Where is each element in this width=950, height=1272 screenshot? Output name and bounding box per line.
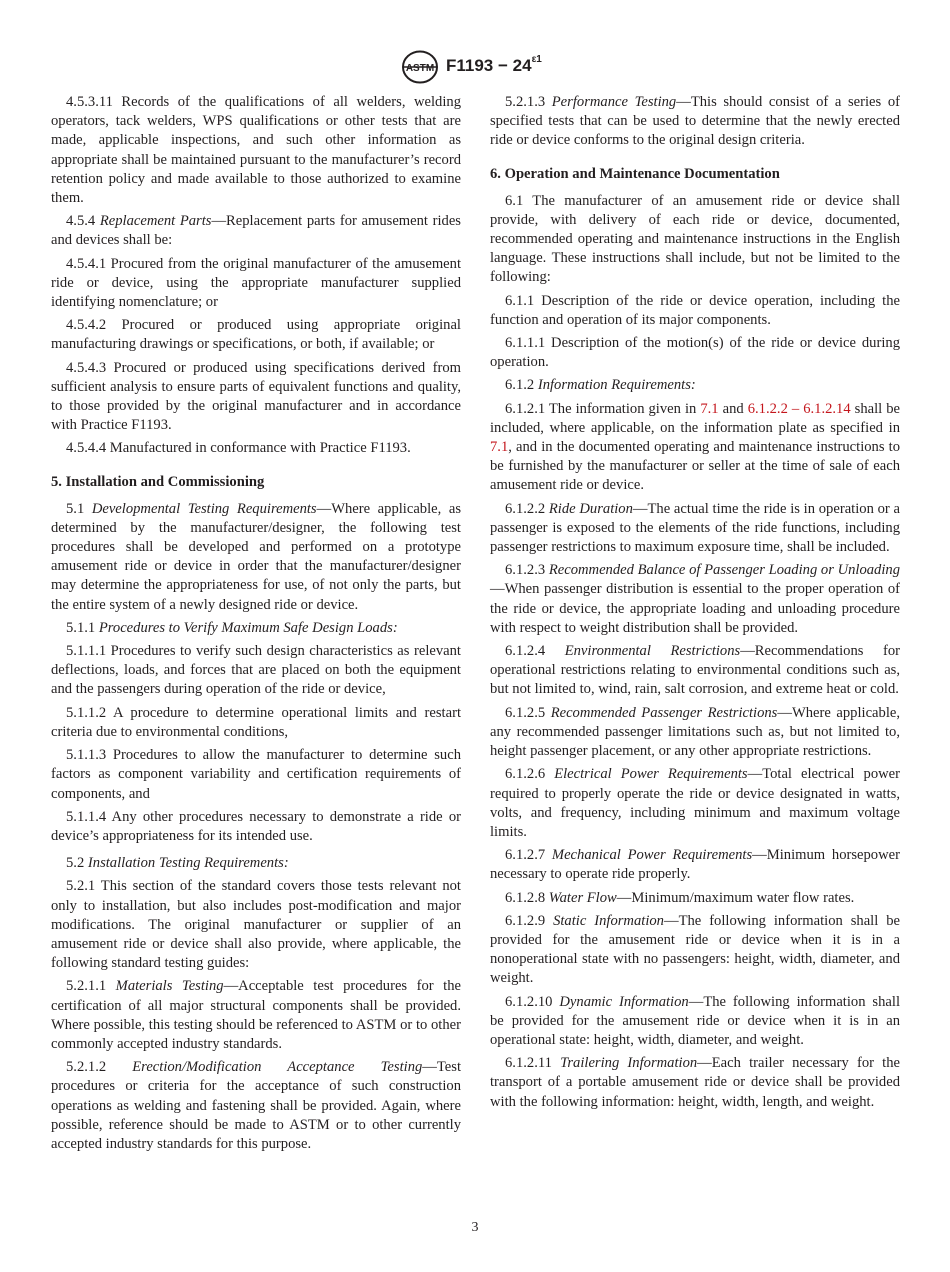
paragraph-6-1-2-5: 6.1.2.5 Recommended Passenger Restrictions—Where applicable, any recommended passenger limitations such as, but not limited to, height passenger placement, or any other appropriate restrictions. bbox=[490, 704, 901, 760]
paragraph-5-1-1-4: 5.1.1.4 Any other procedures necessary to demonstrate a ride or device’s appropriateness for its intended use. bbox=[51, 808, 461, 844]
paragraph-5-2: 5.2 Installation Testing Requirements: bbox=[66, 855, 289, 872]
left-column bbox=[51, 93, 461, 1158]
paragraph-6-1-1: 6.1.1 Description of the ride or device operation, including the function and operation of its major components. bbox=[490, 292, 900, 328]
paragraph-6-1-2-7: 6.1.2.7 Mechanical Power Requirements—Minimum horsepower necessary to operate ride properly. bbox=[490, 847, 900, 883]
paragraph-4-5-3-11: 4.5.3.11 Records of the qualifications of all welders, welding operators, tack welders, WPS qualifications or other tests that are made, applicable inspections, and such other information as appropriate shall be maintained pursuant to the manufacturer’s record retention policy and made available to those authorized to examine them. bbox=[51, 94, 461, 207]
designation-text: F1193 − 24 bbox=[446, 56, 532, 75]
paragraph-5-2-1-1: 5.2.1.1 Materials Testing—Acceptable test procedures for the certification of all major structural components shall be provided. Where possible, this testing should be referenced to ASTM or to other commonly accepted industry standards. bbox=[51, 978, 461, 1052]
page-number: 3 bbox=[471, 1220, 479, 1235]
paragraph-6-1-2-11: 6.1.2.11 Trailering Information—Each trailer necessary for the transport of a portable amusement ride or device shall be provided with the following information: height, width, length, and weight. bbox=[490, 1055, 901, 1110]
section-6-heading: 6. Operation and Maintenance Documentation bbox=[490, 165, 780, 182]
svg-text:ASTM: ASTM bbox=[405, 63, 435, 74]
paragraph-4-5-4: 4.5.4 Replacement Parts—Replacement parts for amusement rides and devices shall be: bbox=[51, 213, 461, 249]
paragraph-4-5-4-1: 4.5.4.1 Procured from the original manufacturer of the amusement ride or device, using the appropriate manufacturer supplied identifying nomenclature; or bbox=[51, 255, 461, 311]
document-designation bbox=[446, 56, 542, 76]
right-column bbox=[490, 93, 900, 1116]
paragraph-4-5-4-2: 4.5.4.2 Procured or produced using appropriate original manufacturing drawings or specifications, or both, if available; or bbox=[51, 317, 461, 353]
astm-logo-icon bbox=[401, 50, 439, 84]
paragraph-6-1-2-8: 6.1.2.8 Water Flow—Minimum/maximum water flow rates. bbox=[505, 889, 855, 906]
paragraph-5-1: 5.1 Developmental Testing Requirements—Where applicable, as determined by the manufacturer/designer, the following test procedures shall be developed and performed on a prototype amusement ride or device in order that the manufacturer/designer may determine the appropriateness for use, of not only the parts, but the entire system of a newly designed ride or device. bbox=[51, 500, 461, 613]
paragraph-5-1-1: 5.1.1 Procedures to Verify Maximum Safe Design Loads: bbox=[66, 619, 398, 636]
link-section-7-1-second[interactable]: 7.1 bbox=[490, 439, 509, 456]
paragraph-5-2-1-3: 5.2.1.3 Performance Testing—This should consist of a series of specified tests that can be used to determine that the newly erected ride or device conforms to the original design criteria. bbox=[490, 94, 900, 149]
epsilon-superscript: ε1 bbox=[531, 54, 542, 66]
paragraph-6-1-2-9: 6.1.2.9 Static Information—The following information shall be provided for the amusement ride or device when it is in a nonoperational state with no passengers: height, width, diameter, and weight. bbox=[490, 912, 900, 987]
page-header bbox=[0, 48, 950, 84]
paragraph-5-1-1-1: 5.1.1.1 Procedures to verify such design characteristics as relevant deflections, loads, and forces that are placed on both the equipment and the passengers during operation of the ride or device, bbox=[51, 643, 461, 698]
paragraph-6-1-2: 6.1.2 Information Requirements: bbox=[505, 377, 696, 394]
paragraph-5-1-1-2: 5.1.1.2 A procedure to determine operational limits and restart criteria due to environmental conditions, bbox=[51, 704, 461, 740]
paragraph-4-5-4-4: 4.5.4.4 Manufactured in conformance with Practice F1193. bbox=[66, 440, 411, 457]
paragraph-6-1-2-3: 6.1.2.3 Recommended Balance of Passenger Loading or Unloading—When passenger distribution is essential to the proper operation of the ride or device, the appropriate loading and unloading procedure with respect to weight distribution shall be provided. bbox=[490, 562, 900, 636]
paragraph-6-1-2-6: 6.1.2.6 Electrical Power Requirements—Total electrical power required to properly operate the ride or device designated in watts, volts, and frequency, including minimum and maximum voltage limits. bbox=[490, 766, 900, 840]
paragraph-6-1-2-2: 6.1.2.2 Ride Duration—The actual time the ride is in operation or a passenger is exposed to the elements of the ride functions, including passenger restrictions to maximum exposure time, shall be included. bbox=[490, 500, 900, 556]
paragraph-5-2-1: 5.2.1 This section of the standard covers those tests relevant not only to installation, but also includes post-modification and major modifications. The original manufacturer or supplier of an amusement ride or device shall also provide, where applicable, the following standard testing guides: bbox=[51, 878, 461, 972]
paragraph-6-1-2-4: 6.1.2.4 Environmental Restrictions—Recommendations for operational restrictions relating to environmental conditions such as, but not limited to, wind, rain, salt corrosion, and extreme heat or cold. bbox=[490, 643, 900, 698]
link-section-7-1[interactable]: 7.1 bbox=[700, 400, 719, 417]
section-5-heading: 5. Installation and Commissioning bbox=[51, 473, 265, 490]
link-section-range[interactable]: 6.1.2.2 – 6.1.2.14 bbox=[747, 400, 851, 417]
paragraph-5-1-1-3: 5.1.1.3 Procedures to allow the manufacturer to determine such factors as component variability and certification requirements of components, and bbox=[51, 747, 461, 802]
paragraph-6-1-2-10: 6.1.2.10 Dynamic Information—The following information shall be provided for the amusement ride or device when it is in an operational state: height, width, diameter, and weight. bbox=[490, 993, 900, 1048]
paragraph-5-2-1-2: 5.2.1.2 Erection/Modification Acceptance Testing—Test procedures or criteria for the acceptance of such construction operations as welding and fastening shall be provided. Again, where possible, reference should be made to ASTM or to other currently accepted industry standards for this purpose. bbox=[51, 1059, 461, 1152]
paragraph-4-5-4-3: 4.5.4.3 Procured or produced using specifications derived from sufficient analysis to ensure parts of equivalent functions and quality, to those provided by the original manufacturer and in accordance with Practice F1193. bbox=[51, 359, 461, 434]
paragraph-6-1-2-1: 6.1.2.1 The information given in 7.1 and 6.1.2.2 – 6.1.2.14 shall be included, where applicable, on the information plate as specified in 7.1, and in the documented operating and maintenance instructions to be furnished by the manufacturer or seller at the time of sale of each amusement ride or device. bbox=[490, 400, 901, 494]
paragraph-6-1-1-1: 6.1.1.1 Description of the motion(s) of the ride or device during operation. bbox=[490, 335, 900, 371]
paragraph-6-1: 6.1 The manufacturer of an amusement ride or device shall provide, with delivery of each ride or device, documented, recommended operating and maintenance instructions in the English language. These instructions shall include, but not be limited to the following: bbox=[490, 192, 900, 286]
